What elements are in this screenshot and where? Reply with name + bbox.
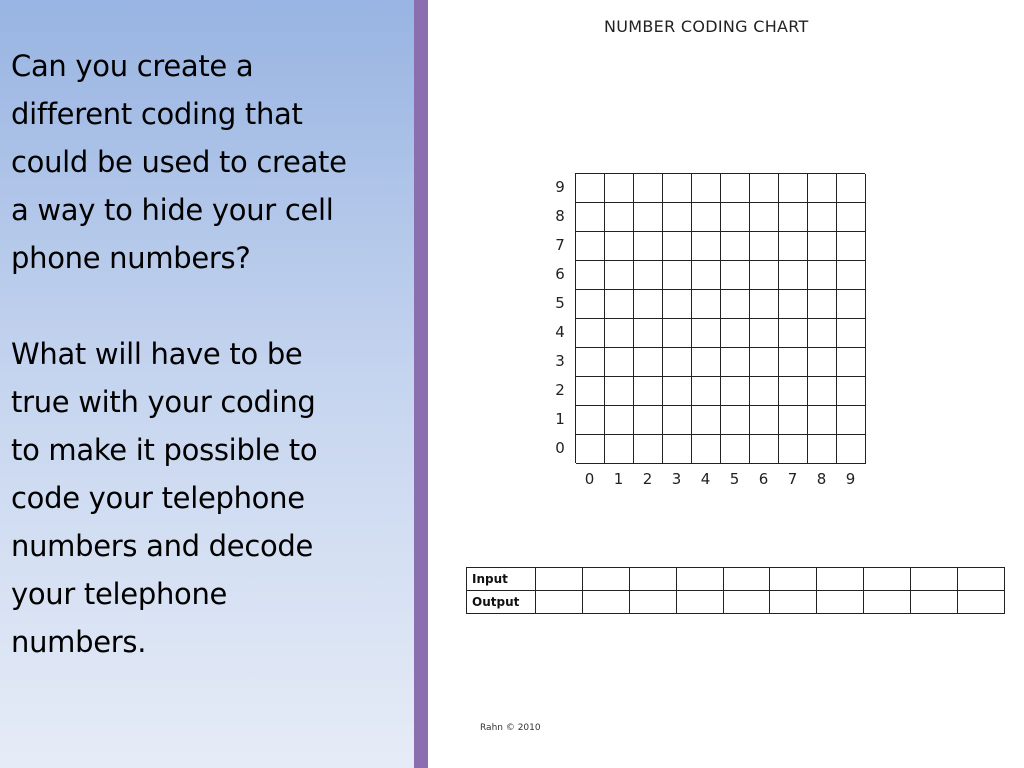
table-cell: [911, 568, 958, 591]
table-cell: [536, 591, 583, 614]
y-axis-label: 5: [555, 294, 565, 312]
grid-cell: [721, 435, 750, 464]
grid-cell: [692, 319, 721, 348]
y-axis-label: 1: [555, 410, 565, 428]
y-axis-label: 2: [555, 381, 565, 399]
prompt-line: Can you create a: [11, 49, 254, 83]
grid-cell: [576, 203, 605, 232]
grid-cell: [750, 203, 779, 232]
grid-cell: [750, 406, 779, 435]
table-cell: [864, 591, 911, 614]
grid-cell: [808, 377, 837, 406]
grid-cell: [808, 261, 837, 290]
x-axis-label: 5: [729, 470, 740, 488]
grid-cell: [692, 232, 721, 261]
slide-divider-bar: [414, 0, 428, 768]
grid-cell: [779, 348, 808, 377]
grid-cell: [721, 261, 750, 290]
grid-cell: [634, 203, 663, 232]
prompt-line: What will have to be: [11, 337, 303, 371]
table-cell: [817, 591, 864, 614]
grid-cell: [605, 406, 634, 435]
prompt-line: numbers.: [11, 625, 147, 659]
grid-x-axis-labels: [575, 470, 865, 488]
grid-cell: [837, 203, 866, 232]
table-cell: [817, 568, 864, 591]
grid-cell: [634, 377, 663, 406]
grid-cell: [779, 319, 808, 348]
table-row: [467, 591, 1005, 614]
grid-cell: [605, 261, 634, 290]
table-cell: [723, 568, 770, 591]
grid-cell: [576, 174, 605, 203]
y-axis-label: 9: [555, 178, 565, 196]
table-cell: [958, 591, 1005, 614]
grid-cell: [605, 203, 634, 232]
prompt-line: different coding that: [11, 97, 303, 131]
grid-cell: [576, 319, 605, 348]
table-cell: [629, 568, 676, 591]
prompt-line: numbers and decode: [11, 529, 314, 563]
table-cell: [723, 591, 770, 614]
grid-cell: [808, 348, 837, 377]
grid-cell: [663, 435, 692, 464]
grid-cell: [750, 232, 779, 261]
grid-cell: [837, 261, 866, 290]
grid-cell: [837, 174, 866, 203]
table-cell: [629, 591, 676, 614]
x-axis-label: 6: [758, 470, 769, 488]
table-cell: [911, 591, 958, 614]
grid-cell: [663, 348, 692, 377]
grid-cell: [808, 174, 837, 203]
grid-cell: [692, 348, 721, 377]
table-cell: [770, 568, 817, 591]
prompt-line: your telephone: [11, 577, 228, 611]
grid-cell: [692, 261, 721, 290]
grid-cell: [779, 290, 808, 319]
prompt-line: to make it possible to: [11, 433, 318, 467]
y-axis-label: 3: [555, 352, 565, 370]
grid-cell: [721, 406, 750, 435]
prompt-line: true with your coding: [11, 385, 316, 419]
grid-cell: [808, 232, 837, 261]
grid-cell: [721, 203, 750, 232]
slide-left-panel: [0, 0, 414, 768]
grid-cell: [634, 319, 663, 348]
table-cell: [770, 591, 817, 614]
grid-cell: [779, 261, 808, 290]
grid-cell: [692, 174, 721, 203]
grid-cell: [808, 319, 837, 348]
grid-cell: [576, 290, 605, 319]
grid-cell: [750, 435, 779, 464]
grid-cell: [750, 290, 779, 319]
grid-cell: [634, 435, 663, 464]
grid-cell: [779, 377, 808, 406]
prompt-text: [11, 42, 401, 666]
grid-cell: [663, 174, 692, 203]
x-axis-label: 4: [700, 470, 711, 488]
grid-cell: [837, 435, 866, 464]
grid-cell: [721, 174, 750, 203]
table-cell: [864, 568, 911, 591]
grid-cell: [779, 435, 808, 464]
grid-cell: [605, 435, 634, 464]
x-axis-label: 8: [816, 470, 827, 488]
x-axis-label: 2: [642, 470, 653, 488]
grid-cell: [750, 348, 779, 377]
grid-cell: [750, 377, 779, 406]
prompt-line: could be used to create: [11, 145, 347, 179]
grid-cell: [837, 319, 866, 348]
y-axis-label: 7: [555, 236, 565, 254]
grid-cell: [605, 377, 634, 406]
grid-cell: [634, 406, 663, 435]
grid-cell: [779, 232, 808, 261]
prompt-paragraph-2: [11, 330, 401, 666]
grid-cell: [779, 174, 808, 203]
grid-cell: [576, 406, 605, 435]
grid-cell: [721, 319, 750, 348]
grid-cell: [808, 203, 837, 232]
grid-cell: [634, 348, 663, 377]
y-axis-label: 4: [555, 323, 565, 341]
row-label: Output: [467, 591, 536, 614]
grid-cell: [663, 319, 692, 348]
grid-cell: [750, 261, 779, 290]
table-cell: [582, 568, 629, 591]
grid-cell: [837, 232, 866, 261]
grid-cell: [663, 290, 692, 319]
grid-cell: [721, 348, 750, 377]
copyright-footer: Rahn © 2010: [480, 723, 541, 733]
grid-cell: [692, 290, 721, 319]
prompt-line: a way to hide your cell: [11, 193, 334, 227]
prompt-paragraph-1: [11, 42, 401, 282]
grid-cell: [663, 261, 692, 290]
grid-cell: [837, 406, 866, 435]
x-axis-label: 3: [671, 470, 682, 488]
grid-cell: [721, 290, 750, 319]
table-cell: [582, 591, 629, 614]
y-axis-label: 8: [555, 207, 565, 225]
grid-cell: [576, 261, 605, 290]
grid-cell: [605, 290, 634, 319]
grid-cell: [605, 174, 634, 203]
grid-cell: [605, 319, 634, 348]
grid-cell: [779, 203, 808, 232]
y-axis-label: 6: [555, 265, 565, 283]
grid-y-axis-labels: [548, 173, 572, 463]
grid-cell: [721, 377, 750, 406]
table-row: [467, 568, 1005, 591]
grid-cell: [779, 406, 808, 435]
x-axis-label: 1: [613, 470, 624, 488]
grid-cell: [808, 435, 837, 464]
grid-cell: [692, 377, 721, 406]
grid-cell: [663, 203, 692, 232]
grid-cell: [663, 232, 692, 261]
grid-cell: [808, 290, 837, 319]
grid-cell: [576, 377, 605, 406]
coding-grid: [575, 173, 865, 463]
grid-cell: [634, 232, 663, 261]
grid-cell: [837, 348, 866, 377]
grid-cell: [750, 319, 779, 348]
prompt-line: code your telephone: [11, 481, 305, 515]
grid-cell: [837, 377, 866, 406]
row-label: Input: [467, 568, 536, 591]
table-cell: [676, 568, 723, 591]
grid-cell: [750, 174, 779, 203]
grid-cell: [808, 406, 837, 435]
chart-title: NUMBER CODING CHART: [604, 17, 809, 36]
table-cell: [958, 568, 1005, 591]
table-cell: [536, 568, 583, 591]
grid-cell: [692, 406, 721, 435]
grid-cell: [576, 435, 605, 464]
y-axis-label: 0: [555, 439, 565, 457]
grid-cell: [634, 290, 663, 319]
grid-cell: [576, 348, 605, 377]
grid-cell: [692, 435, 721, 464]
grid-cell: [605, 348, 634, 377]
grid-cell: [692, 203, 721, 232]
x-axis-label: 9: [845, 470, 856, 488]
grid-cell: [634, 174, 663, 203]
input-output-table: [466, 567, 1005, 614]
grid-cell: [721, 232, 750, 261]
x-axis-label: 7: [787, 470, 798, 488]
grid-cell: [576, 232, 605, 261]
grid-cell: [634, 261, 663, 290]
grid-cell: [663, 406, 692, 435]
table-cell: [676, 591, 723, 614]
x-axis-label: 0: [584, 470, 595, 488]
paragraph-gap: [11, 282, 401, 330]
grid-cell: [605, 232, 634, 261]
grid-cell: [663, 377, 692, 406]
grid-cell: [837, 290, 866, 319]
prompt-line: phone numbers?: [11, 241, 251, 275]
